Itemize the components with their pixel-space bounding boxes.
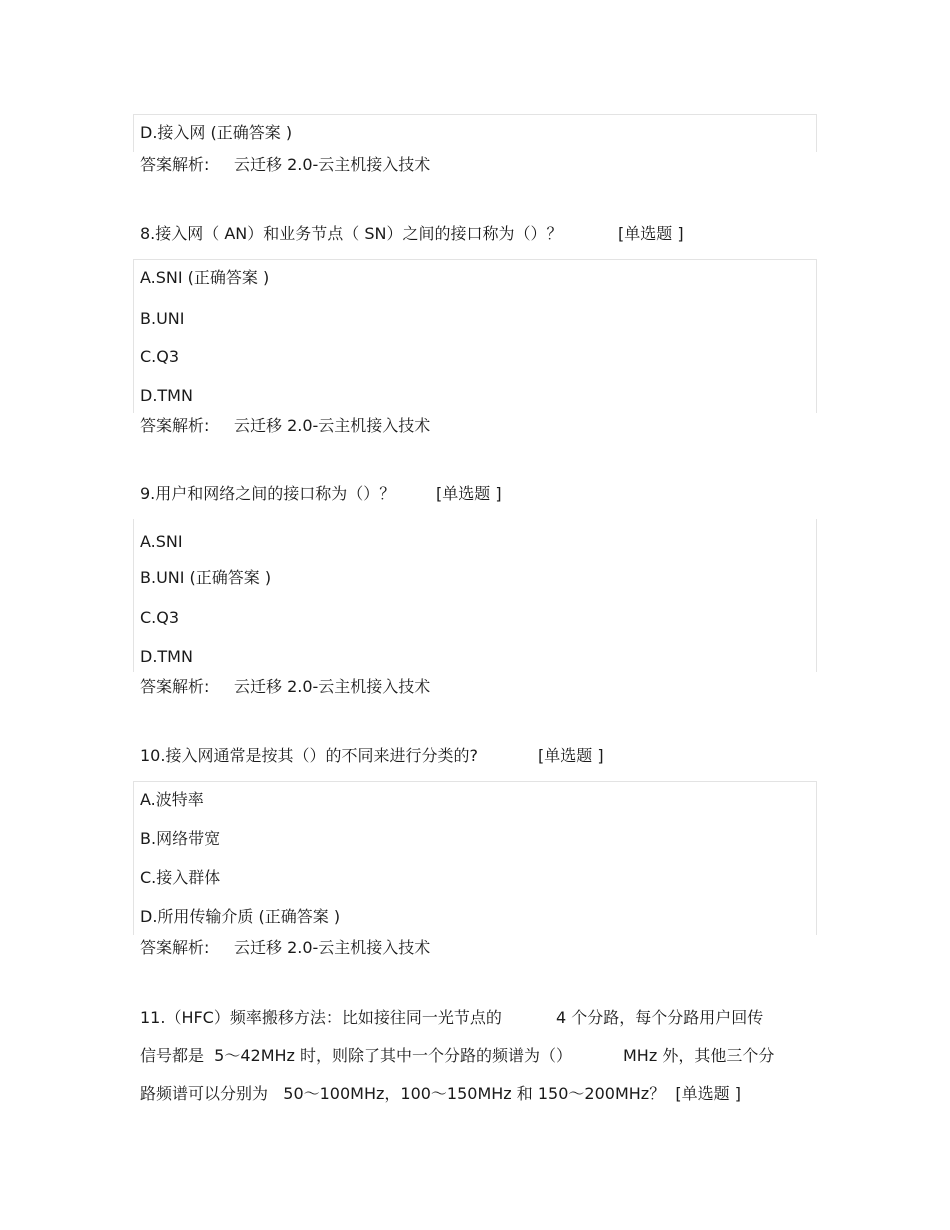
q10-analysis-text: 云迁移 2.0-云主机接入技术 xyxy=(234,938,431,957)
q9-option-c[interactable]: C.Q3 xyxy=(140,608,180,627)
q10-option-a[interactable]: A.波特率 xyxy=(140,790,204,809)
q9-options-box xyxy=(133,519,817,672)
q9-question-type-tag: [单选题 ] xyxy=(436,484,502,503)
q8-question-type-tag: [单选题 ] xyxy=(618,224,684,243)
q10-option-d[interactable]: D.所用传输介质 (正确答案 ) xyxy=(140,907,341,926)
q11-question-line-2a: 信号都是 5～42MHz 时，则除了其中一个分路的频谱为（） xyxy=(140,1046,573,1065)
q8-question-stem: 8.接入网（ AN）和业务节点（ SN）之间的接口称为（）？ xyxy=(140,224,563,243)
q8-option-b[interactable]: B.UNI xyxy=(140,309,185,328)
q7-analysis-text: 云迁移 2.0-云主机接入技术 xyxy=(234,155,431,174)
q7-option-d[interactable]: D.接入网 (正确答案 ) xyxy=(140,123,293,142)
q8-analysis-label: 答案解析: xyxy=(140,416,210,435)
q10-question-type-tag: [单选题 ] xyxy=(538,746,604,765)
q9-analysis-label: 答案解析: xyxy=(140,677,210,696)
q9-option-b[interactable]: B.UNI (正确答案 ) xyxy=(140,568,272,587)
q8-option-d[interactable]: D.TMN xyxy=(140,386,193,405)
q11-question-line-1a: 11.（HFC）频率搬移方法：比如接往同一光节点的 xyxy=(140,1008,502,1027)
q11-question-line-1b: 4 个分路，每个分路用户回传 xyxy=(556,1008,764,1027)
q10-option-b[interactable]: B.网络带宽 xyxy=(140,829,221,848)
q11-question-line-3: 路频谱可以分别为 50～100MHz，100～150MHz 和 150～200MHz？ [单选题 ] xyxy=(140,1084,741,1103)
q7-analysis-label: 答案解析: xyxy=(140,155,210,174)
q8-option-c[interactable]: C.Q3 xyxy=(140,347,180,366)
q9-question-stem: 9.用户和网络之间的接口称为（）？ xyxy=(140,484,396,503)
q8-analysis-text: 云迁移 2.0-云主机接入技术 xyxy=(234,416,431,435)
q9-option-a[interactable]: A.SNI xyxy=(140,532,183,551)
q9-option-d[interactable]: D.TMN xyxy=(140,647,193,666)
q10-option-c[interactable]: C.接入群体 xyxy=(140,868,221,887)
q11-question-line-2b: MHz 外，其他三个分 xyxy=(623,1046,775,1065)
q9-analysis-text: 云迁移 2.0-云主机接入技术 xyxy=(234,677,431,696)
q8-option-a[interactable]: A.SNI (正确答案 ) xyxy=(140,268,270,287)
q10-question-stem: 10.接入网通常是按其（）的不同来进行分类的? xyxy=(140,746,478,765)
q10-analysis-label: 答案解析: xyxy=(140,938,210,957)
